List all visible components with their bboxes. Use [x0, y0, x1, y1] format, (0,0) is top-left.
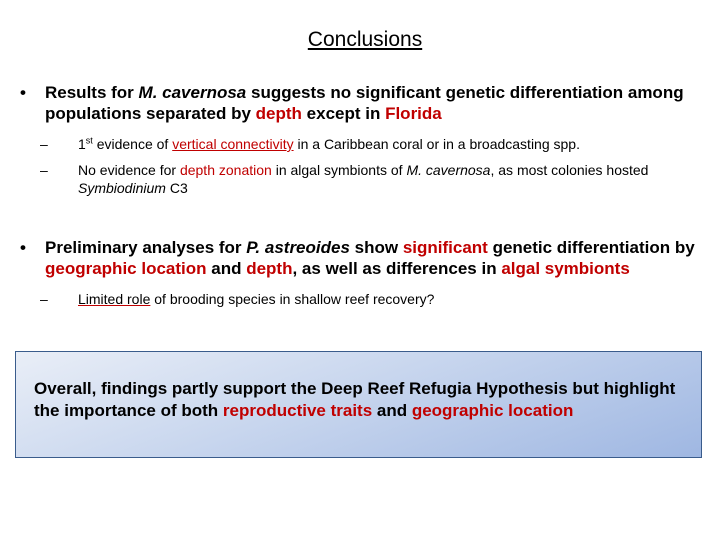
bullet-text: Preliminary analyses for P. astreoides show significant genetic differentiation by geographic location and depth, as well as differences in algal symbionts	[45, 238, 695, 278]
conclusion-text: Overall, findings partly support the Deep Reef Refugia Hypothesis but highlight the importance of both reproductive traits and geographic location	[34, 379, 676, 420]
dash-marker: –	[40, 136, 48, 152]
symbiont-name: Symbiodinium	[78, 180, 166, 196]
highlight-algal-symbionts: algal symbionts	[501, 259, 630, 278]
species-name: P. astreoides	[246, 238, 350, 257]
highlight-vertical-connectivity: vertical connectivity	[172, 136, 294, 152]
highlight-depth: depth	[246, 259, 293, 278]
bullet-p-astreoides	[20, 237, 710, 279]
highlight-geographic-location: geographic location	[45, 259, 207, 278]
conclusion-box	[15, 351, 702, 458]
sub-bullet-limited-role: – Limited role of brooding species in shallow reef recovery?	[40, 291, 435, 307]
species-name: M. cavernosa	[138, 83, 247, 102]
bullet-dot: •	[20, 238, 26, 257]
dash-marker: –	[40, 291, 48, 307]
slide-title: Conclusions	[307, 28, 423, 51]
highlight-florida: Florida	[385, 104, 442, 123]
dash-marker: –	[40, 162, 48, 178]
highlight-reproductive-traits: reproductive traits	[222, 401, 373, 420]
bullet-dot: •	[20, 83, 26, 102]
highlight-depth: depth	[255, 104, 302, 123]
sub-bullet-vertical-connectivity: – 1st evidence of vertical connectivity in a Caribbean coral or in a broadcasting spp.	[40, 135, 580, 152]
species-name: M. cavernosa	[406, 162, 491, 178]
sub-bullet-depth-zonation: – No evidence for depth zonation in algal symbionts of M. cavernosa, as most colonies hosted Symbiodinium C3	[40, 162, 649, 196]
highlight-limited-role: Limited role	[78, 291, 151, 307]
bullet-m-cavernosa	[20, 82, 710, 124]
highlight-significant: significant	[402, 238, 488, 257]
bullet-text: Results for M. cavernosa suggests no significant genetic differentiation among populations separated by depth except in Florida	[45, 83, 684, 123]
highlight-depth-zonation: depth zonation	[179, 162, 272, 178]
highlight-geographic-location: geographic location	[411, 401, 574, 420]
